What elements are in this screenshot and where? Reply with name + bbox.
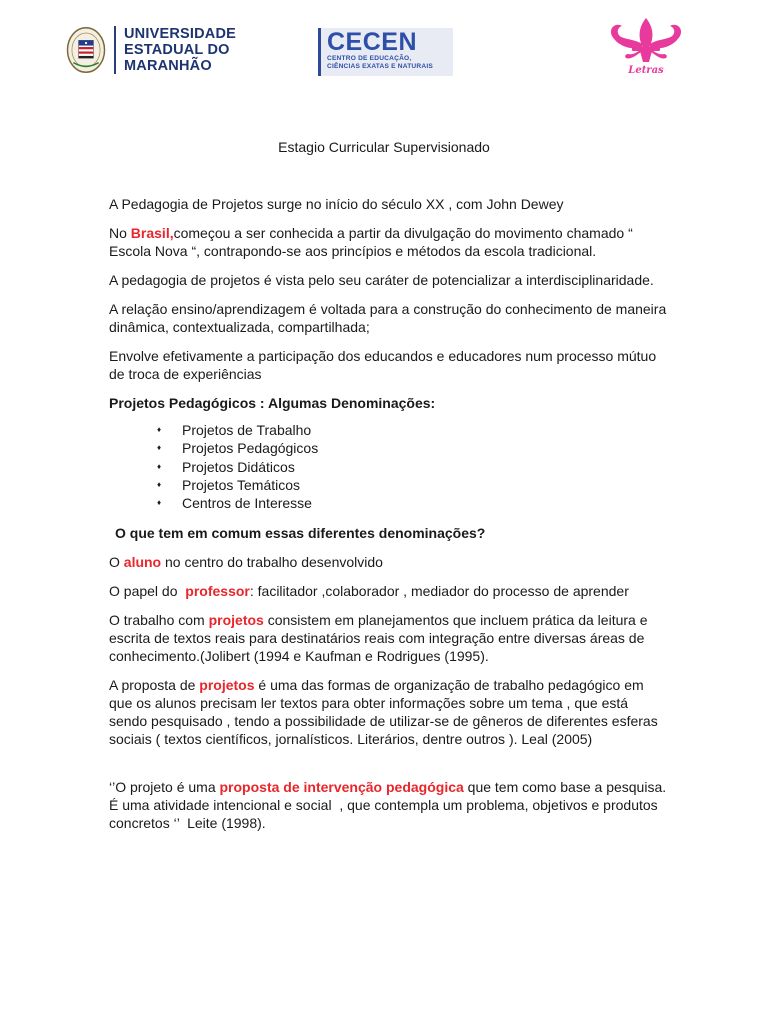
cecen-subtitle-line2: CIÊNCIAS EXATAS E NATURAIS — [327, 63, 433, 70]
paragraph-aluno-prefix: O — [109, 554, 124, 571]
paragraph-professor-prefix: O papel do — [109, 583, 186, 600]
paragraph-professor — [109, 582, 669, 600]
university-name-line3: MARANHÃO — [124, 58, 212, 74]
paragraph-quote-leite — [109, 778, 669, 832]
paragraph-ensino-aprendizagem: A relação ensino/aprendizagem é voltada para a construção do conhecimento de maneira dinâmica, contextualizada, compartilhada; — [109, 301, 667, 335]
letras-logo — [596, 16, 696, 78]
paragraph-quote-prefix: ‘’O projeto é uma — [109, 779, 220, 796]
letras-label: Letras — [628, 65, 664, 76]
paragraph-aluno-rest: no centro do trabalho desenvolvido — [161, 554, 383, 571]
paragraph-interdisciplinaridade: A pedagogia de projetos é vista pelo seu caráter de potencializar a interdisciplinaridade. — [109, 272, 654, 288]
paragraph-professor-rest: : facilitador ,colaborador , mediador do processo de aprender — [249, 583, 629, 600]
paragraph-brasil-rest: começou a ser conhecida a partir da divulgação do movimento chamado “ Escola Nova “, contrapondo-se aos princípios e métodos da escola tradicional. — [109, 225, 633, 259]
heading-denominacoes: Projetos Pedagógicos : Algumas Denominações: — [109, 395, 436, 411]
highlight-intervencao: proposta de intervenção pedagógica — [219, 779, 464, 796]
paragraph-aluno — [109, 553, 669, 571]
highlight-brasil: Brasil, — [130, 225, 174, 241]
paragraph-quote-rest: que tem como base a pesquisa. É uma atividade intencional e social , que contempla um problema, objetivos e produtos concretos ‘’ Leite (1998). — [109, 779, 671, 832]
list-item: ♦ Projetos de Trabalho — [157, 421, 669, 439]
paragraph-brasil-prefix: No — [109, 225, 131, 241]
uema-logo — [66, 14, 236, 86]
highlight-professor: professor — [185, 583, 250, 600]
paragraph-proposta-projetos — [109, 676, 669, 748]
cecen-subtitle-line1: CENTRO DE EDUCAÇÃO, — [327, 55, 412, 62]
document-content — [109, 195, 669, 843]
list-item: ♦ Projetos Pedagógicos — [157, 439, 669, 457]
highlight-projetos-1: projetos — [208, 612, 264, 629]
paragraph-intro: A Pedagogia de Projetos surge no início do século XX , com John Dewey — [109, 196, 564, 212]
university-name — [114, 26, 236, 74]
cecen-logo — [318, 28, 453, 76]
paragraph-trabalho-projetos — [109, 611, 669, 665]
page-title: Estagio Curricular Supervisionado — [278, 139, 490, 155]
list-item: ♦ Centros de Interesse — [157, 494, 669, 512]
university-seal-icon — [66, 17, 106, 83]
paragraph-proposta-prefix: A proposta de — [109, 677, 200, 694]
paragraph-trabalho-prefix: O trabalho com — [109, 612, 209, 629]
highlight-aluno: aluno — [123, 554, 162, 571]
paragraph-proposta-rest: é uma das formas de organização de trabalho pedagógico em que os alunos precisam ler textos para obter informações sobre um tema , que está sendo pesquisado , tendo a possibilidade de utilizar-se de gêneros de diferentes esferas sociais ( textos científicos, jornalísticos. Literários, dentre outros ). Leal (2005) — [109, 677, 658, 748]
fleur-de-lis-icon — [596, 16, 696, 66]
paragraph-brasil — [109, 224, 669, 260]
paragraph-participacao: Envolve efetivamente a participação dos educandos e educadores num processo mútuo de troca de experiências — [109, 348, 657, 382]
heading-comum: O que tem em comum essas diferentes denominações? — [115, 525, 486, 542]
denominacoes-list — [109, 421, 669, 512]
highlight-projetos-2: projetos — [199, 677, 255, 694]
university-name-line2: ESTADUAL DO — [124, 42, 230, 58]
paragraph-trabalho-rest: consistem em planejamentos que incluem prática da leitura e escrita de textos reais para destinatários reais com integração entre diversas áreas de conhecimento.(Jolibert (1994 e Kaufman e Rodrigues (1995). — [109, 612, 648, 665]
list-item: ♦ Projetos Temáticos — [157, 476, 669, 494]
list-item: ♦ Projetos Didáticos — [157, 458, 669, 476]
university-name-line1: UNIVERSIDADE — [124, 26, 236, 42]
cecen-title: CECEN — [327, 28, 418, 56]
